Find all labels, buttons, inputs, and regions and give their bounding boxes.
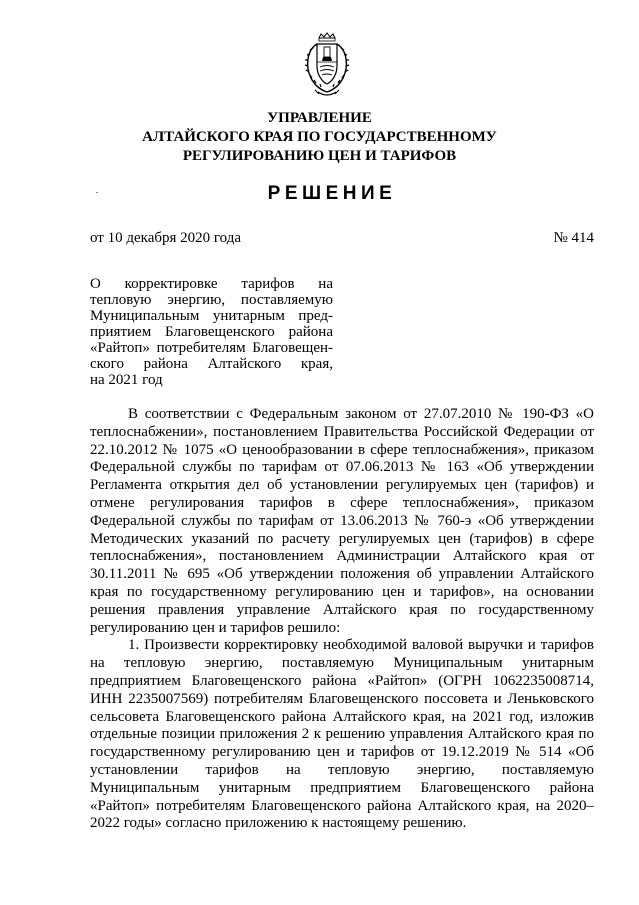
body-line: ИНН 2235007569) потребителям Благовещенского поссовета и Леньковского (90, 690, 594, 707)
body-line: отмене регулирования тарифов в сфере теплоснабжения», приказом (90, 494, 594, 511)
body-line: края по государственному регулированию цен и тарифов», на основании (90, 583, 594, 600)
subject-line: приятием Благовещенского района (90, 324, 333, 340)
coat-of-arms-icon (303, 32, 351, 100)
subject-line: О корректировке тарифов на (90, 276, 333, 292)
body-line: государственному регулированию цен и тарифов от 19.12.2019 № 514 «Об (90, 744, 594, 761)
body-line: теплоснабжении», постановлением Правительства Российской Федерации от (90, 423, 594, 440)
body-line: регулированию цен и тарифов решило: (90, 619, 341, 636)
body-line: предприятием Благовещенского района «Райтоп» (ОГРН 1062235008714, (90, 672, 594, 689)
body-line: «Райтоп» потребителям Благовещенского района Алтайского края, на 2020– (90, 797, 594, 814)
subject-line: Муниципальным унитарным пред- (90, 308, 333, 324)
body-line: Муниципальным унитарным предприятием Благовещенского района (90, 779, 594, 796)
organization-line-1: УПРАВЛЕНИЕ (267, 110, 372, 126)
body-line: Методических указаний по расчету регулируемых цен (тарифов) в сфере (90, 530, 594, 547)
organization-title (0, 109, 639, 166)
body-line: установлении тарифов на тепловую энергию, поставляемую (90, 761, 594, 778)
document-number: № 414 (553, 230, 594, 246)
body-line: сельсовета Благовещенского района Алтайского края, на 2021 год, изложив (90, 708, 594, 725)
body-line: теплоснабжения», постановлением Администрации Алтайского края от (90, 548, 594, 565)
body-line: 1. Произвести корректировку необходимой валовой выручки и тарифов (128, 637, 594, 654)
body-line: В соответствии с Федеральным законом от 27.07.2010 № 190-ФЗ «О (128, 406, 594, 422)
document-body (90, 406, 594, 833)
subject-line: тепловую энергию, поставляемую (90, 292, 333, 308)
organization-line-2: АЛТАЙСКОГО КРАЯ ПО ГОСУДАРСТВЕННОМУ (142, 129, 497, 145)
subject-line: ского района Алтайского края, (90, 356, 333, 372)
document-type-title: РЕШЕНИЕ (267, 183, 397, 204)
subject-line: «Райтоп» потребителям Благовещен- (90, 340, 333, 356)
body-line: решения правления управление Алтайского края по государственному (90, 601, 594, 618)
body-line: Федеральной службы по тарифам от 07.06.2013 № 163 «Об утверждении (90, 459, 594, 476)
document-date: от 10 декабря 2020 года (90, 230, 242, 246)
body-line: 30.11.2011 № 695 «Об утверждении положения об управлении Алтайского (90, 566, 594, 583)
organization-line-3: РЕГУЛИРОВАНИЮ ЦЕН И ТАРИФОВ (182, 148, 457, 164)
document-subject (90, 276, 333, 388)
body-line: Федеральной службы по тарифам от 13.06.2013 № 760-э «Об утверждении (90, 512, 594, 529)
body-line: на тепловую энергию, поставляемую Муниципальным унитарным (90, 655, 594, 672)
body-line: Регламента открытия дел об установлении регулируемых цен (тарифов) и (90, 477, 594, 494)
body-line: 2022 годы» согласно приложению к настоящему решению. (90, 815, 467, 832)
subject-line: на 2021 год (90, 372, 163, 388)
body-line: 22.10.2012 № 1075 «О ценообразовании в сфере теплоснабжения», приказом (90, 441, 594, 458)
body-line: отдельные позиции приложения 2 к решению управления Алтайского края по (90, 726, 594, 743)
